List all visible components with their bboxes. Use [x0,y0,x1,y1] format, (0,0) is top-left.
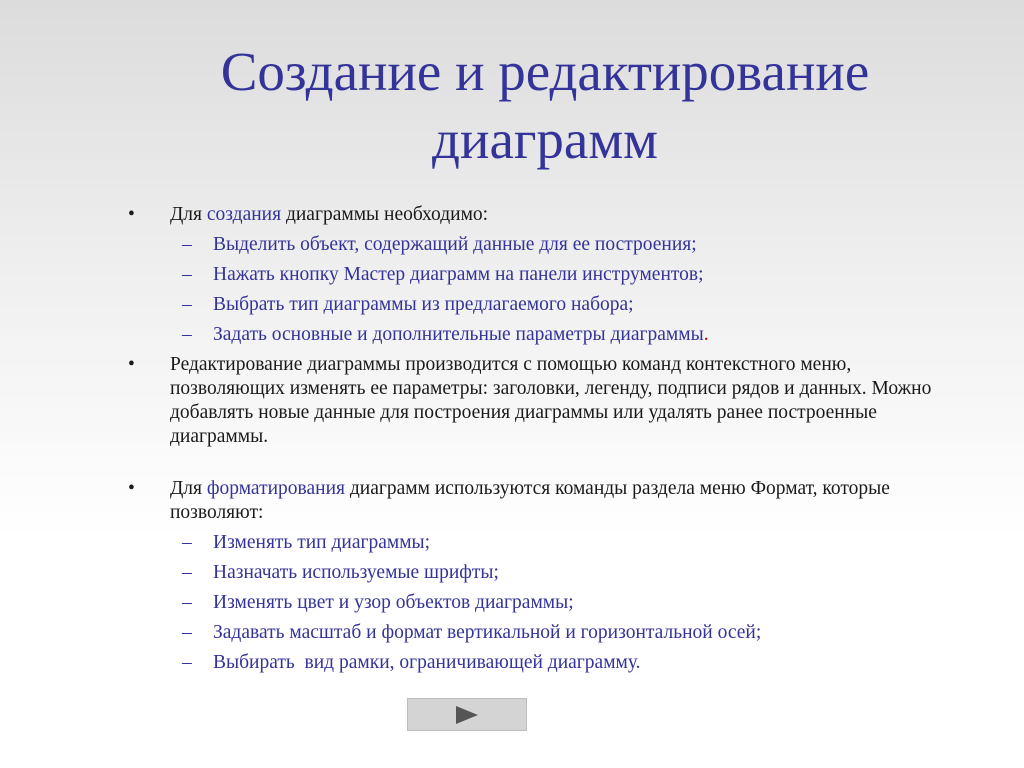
sub-marker: – [182,324,192,345]
list-item: – Задать основные и дополнительные параметры диаграммы. [126,320,966,350]
slide-title-line-1: Создание и редактирование [220,41,870,102]
bullet-editing [126,353,966,449]
sub-marker: – [182,264,192,285]
formatting-options-list [126,528,966,678]
bullet-marker: • [128,354,135,375]
list-item: – Назначать используемые шрифты; [126,558,966,588]
list-item: – Выбирать вид рамки, ограничивающей диаграмму. [126,648,966,678]
sub-marker: – [182,234,192,255]
creation-steps-list [126,230,966,350]
creation-accent: создания [206,204,282,225]
play-triangle-icon [454,705,480,725]
list-item: – Выделить объект, содержащий данные для ее построения; [126,230,966,260]
sub-marker: – [182,592,192,613]
next-slide-button[interactable] [407,698,527,731]
slide-title [0,38,1024,174]
bullet-marker: • [128,204,135,225]
sub-marker: – [182,294,192,315]
slide-title-line-2: диаграмм [432,109,658,170]
creation-suffix: диаграммы необходимо: [281,204,489,225]
formatting-prefix: Для [170,478,207,499]
creation-prefix: Для [170,204,207,225]
list-item: – Изменять цвет и узор объектов диаграммы; [126,588,966,618]
sub-marker: – [182,622,192,643]
slide-content [126,203,966,678]
editing-text: Редактирование диаграммы производится с помощью команд контекстного меню, позволяющих изменять ее параметры: заголовки, легенду, подписи рядов и данных. Можно добавлять новые данные для построения диаграммы или удалять ранее построенные диаграммы. [170,354,932,447]
sub-marker: – [182,652,192,673]
list-item: – Изменять тип диаграммы; [126,528,966,558]
list-item: – Нажать кнопку Мастер диаграмм на панели инструментов; [126,260,966,290]
sub-marker: – [182,562,192,583]
bullet-creation [126,203,966,227]
list-item: – Задавать масштаб и формат вертикальной и горизонтальной осей; [126,618,966,648]
formatting-suffix: диаграмм используются команды раздела меню Формат, которые позволяют: [170,478,890,523]
sub-marker: – [182,532,192,553]
bullet-marker: • [128,478,135,499]
bullet-formatting [126,477,966,525]
formatting-accent: форматирования [206,478,345,499]
item-end-mark: . [703,324,709,345]
list-item: – Выбрать тип диаграммы из предлагаемого набора; [126,290,966,320]
